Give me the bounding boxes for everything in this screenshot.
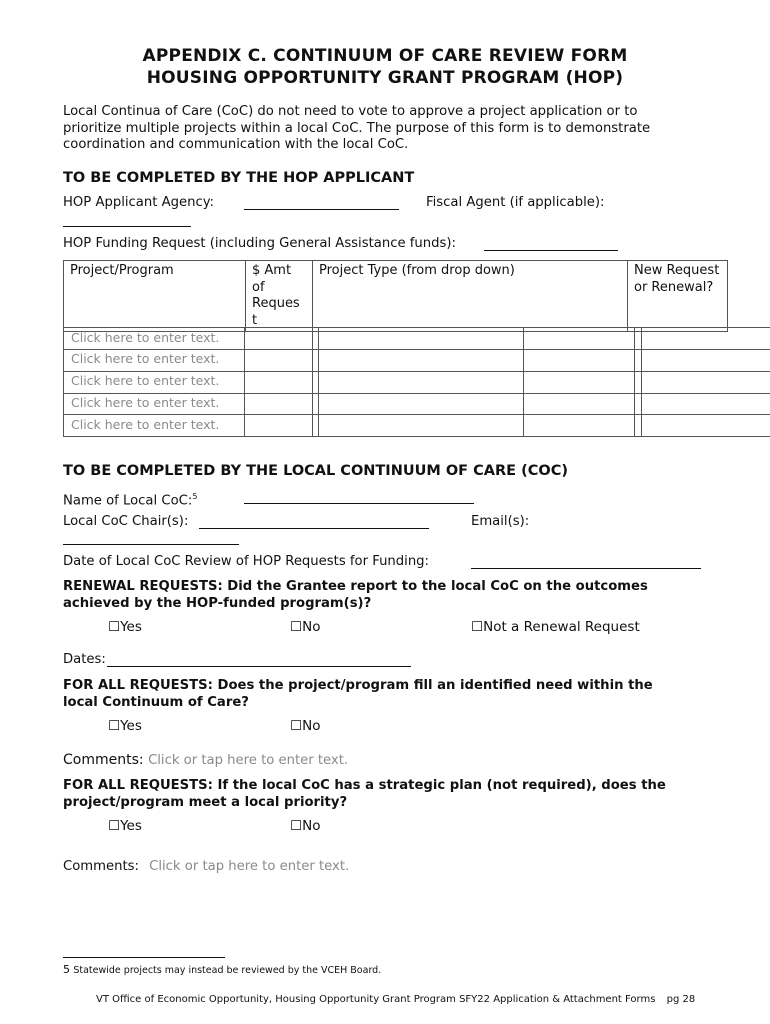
funding-request-field[interactable] [484, 239, 618, 251]
form-title-line2: HOUSING OPPORTUNITY GRANT PROGRAM (HOP) [146, 68, 624, 88]
need-comments-field[interactable]: Click or tap here to enter text. [148, 753, 349, 768]
renewal-question-line2: achieved by the HOP-funded program(s)? [63, 596, 372, 611]
footnote-separator [63, 957, 225, 958]
dates-field[interactable] [107, 655, 411, 667]
priority-no-checkbox[interactable]: ☐No [290, 818, 321, 834]
funding-request-label: HOP Funding Request (including General Assistance funds): [63, 236, 456, 251]
footnote-ref: 5 [192, 492, 198, 501]
coc-name-label-text: Name of Local CoC: [63, 493, 193, 509]
renewal-yes-checkbox[interactable]: ☐Yes [108, 619, 142, 635]
renewal-question-line1: RENEWAL REQUESTS: Did the Grantee report to the local CoC on the outcomes [63, 579, 648, 594]
priority-comments [63, 859, 349, 876]
need-comments-label: Comments: [63, 752, 144, 768]
need-question-line1: FOR ALL REQUESTS: Does the project/program fill an identified need within the [63, 678, 653, 693]
header-new-or-renewal: New Request or Renewal? [628, 261, 728, 332]
coc-name-field[interactable] [244, 492, 474, 504]
applicant-heading: TO BE COMPLETED BY THE HOP APPLICANT [63, 170, 415, 186]
page-number: pg 28 [666, 994, 696, 1005]
review-date-label: Date of Local CoC Review of HOP Requests for Funding: [63, 554, 429, 569]
renewal-no-checkbox[interactable]: ☐No [290, 619, 321, 635]
footnote-text: Statewide projects may instead be reviewed by the VCEH Board. [73, 965, 382, 976]
fiscal-agent-field[interactable] [63, 215, 191, 227]
need-no-checkbox[interactable]: ☐No [290, 718, 321, 734]
priority-comments-field[interactable]: Click or tap here to enter text. [149, 859, 350, 874]
applicant-agency-label: HOP Applicant Agency: [63, 195, 214, 210]
intro-line-3: coordination and communication with the local CoC. [63, 137, 409, 152]
project-table [63, 260, 728, 332]
priority-comments-label: Comments: [63, 859, 139, 874]
applicant-agency-field[interactable] [244, 198, 399, 210]
row-2-program-field[interactable]: Click here to enter text. [71, 351, 220, 366]
header-project-program: Project/Program [64, 261, 246, 332]
coc-email-field[interactable] [63, 533, 239, 545]
review-date-field[interactable] [471, 557, 701, 569]
need-question-line2: local Continuum of Care? [63, 695, 249, 710]
fiscal-agent-label: Fiscal Agent (if applicable): [426, 195, 605, 210]
row-1-program-field[interactable]: Click here to enter text. [71, 330, 220, 345]
coc-heading: TO BE COMPLETED BY THE LOCAL CONTINUUM OF CARE (COC) [63, 463, 568, 479]
dates-label: Dates: [63, 652, 106, 667]
coc-chair-field[interactable] [199, 517, 429, 529]
page-footer [96, 994, 695, 1005]
coc-name-label [63, 489, 197, 510]
need-yes-checkbox[interactable]: ☐Yes [108, 718, 142, 734]
intro-line-1: Local Continua of Care (CoC) do not need to vote to approve a project application or to [63, 104, 638, 119]
row-3-program-field[interactable]: Click here to enter text. [71, 373, 220, 388]
footnote [63, 963, 381, 976]
header-project-type: Project Type (from drop down) [313, 261, 628, 332]
intro-line-2: prioritize multiple projects within a local CoC. The purpose of this form is to demonstrate [63, 120, 651, 136]
need-comments [63, 752, 348, 768]
priority-question-line2: project/program meet a local priority? [63, 795, 348, 810]
footnote-number: 5 [63, 963, 70, 976]
priority-question-line1: FOR ALL REQUESTS: If the local CoC has a strategic plan (not required), does the [63, 778, 666, 793]
not-renewal-checkbox[interactable]: ☐Not a Renewal Request [471, 619, 640, 635]
form-title-line1: APPENDIX C. CONTINUUM OF CARE REVIEW FORM [142, 46, 628, 66]
priority-yes-checkbox[interactable]: ☐Yes [108, 818, 142, 834]
header-amount-requested: $ Amt of Reques t [246, 261, 313, 332]
row-4-program-field[interactable]: Click here to enter text. [71, 395, 220, 410]
coc-email-label: Email(s): [471, 514, 530, 529]
project-table-header [63, 260, 728, 332]
page-footer-text: VT Office of Economic Opportunity, Housing Opportunity Grant Program SFY22 Application & Attachment Forms [96, 994, 656, 1005]
coc-chair-label: Local CoC Chair(s): [63, 514, 189, 529]
row-5-program-field[interactable]: Click here to enter text. [71, 417, 220, 432]
